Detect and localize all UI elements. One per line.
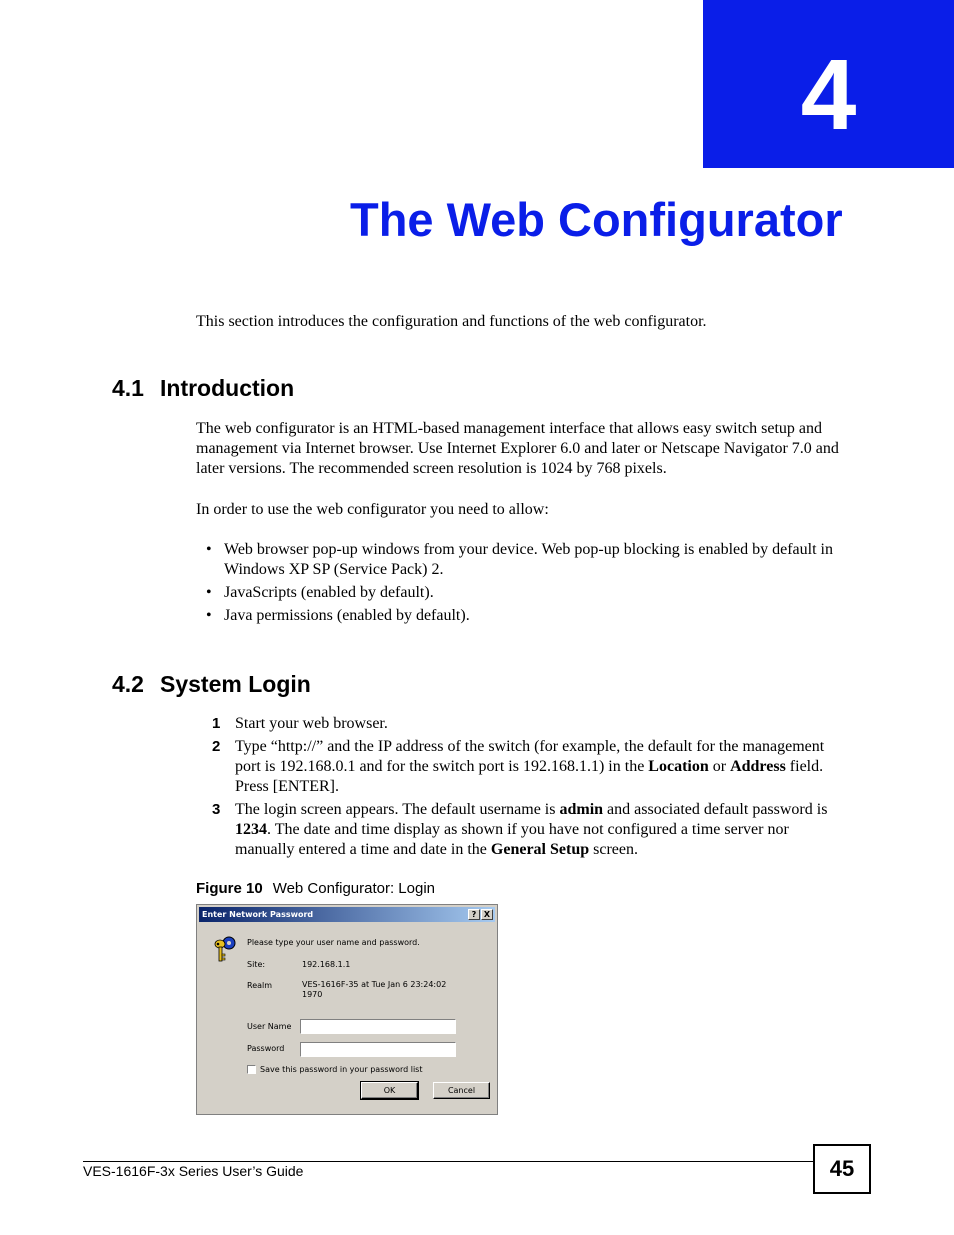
bullet-icon: • <box>206 584 212 601</box>
section-number: 4.2 <box>112 671 144 697</box>
realm-value-year: 1970 <box>302 990 323 999</box>
figure-caption <box>196 879 435 899</box>
step-emphasis: Address <box>730 758 786 775</box>
list-item-text: JavaScripts (enabled by default). <box>224 584 434 601</box>
step-text: and associated default password is <box>603 801 828 818</box>
site-label: Site: <box>247 960 266 969</box>
username-field[interactable] <box>300 1019 456 1034</box>
step-emphasis: 1234 <box>235 821 267 838</box>
list-item-text: Web browser pop-up windows from your device. Web pop-up blocking is enabled by default in Windows XP SP (Service Pack) 2. <box>224 541 833 578</box>
step-text: screen. <box>589 841 638 858</box>
close-button[interactable]: X <box>481 909 493 920</box>
step-emphasis: admin <box>559 801 604 818</box>
list-item <box>196 540 836 580</box>
step-text: or <box>708 758 731 775</box>
step-text: The login screen appears. The default username is <box>235 801 560 818</box>
cancel-button[interactable]: Cancel <box>433 1082 490 1099</box>
section-heading-system-login <box>112 670 311 698</box>
bullet-icon: • <box>206 541 212 558</box>
page-number: 45 <box>813 1144 871 1194</box>
step-emphasis: Location <box>648 758 709 775</box>
bullet-icon: • <box>206 607 212 624</box>
figure-caption-text: Web Configurator: Login <box>272 880 436 897</box>
step-emphasis: General Setup <box>490 841 590 858</box>
step-number: 3 <box>212 801 221 818</box>
save-password-label: Save this password in your password list <box>260 1065 423 1074</box>
ok-button[interactable]: OK <box>361 1082 418 1099</box>
username-label: User Name <box>247 1022 292 1031</box>
requirements-list <box>196 540 836 629</box>
chapter-number: 4 <box>800 39 857 151</box>
realm-label: Realm <box>247 981 273 990</box>
chapter-number-box <box>703 0 954 168</box>
footer-guide-title: VES-1616F-3x Series User’s Guide <box>83 1163 304 1179</box>
prompt-text: Please type your user name and password. <box>247 938 420 947</box>
chapter-title: The Web Configurator <box>350 193 843 246</box>
section-title: Introduction <box>160 375 295 401</box>
step-number: 2 <box>212 738 221 755</box>
realm-value: VES-1616F-35 at Tue Jan 6 23:24:02 <box>302 980 447 989</box>
site-value: 192.168.1.1 <box>302 960 351 969</box>
step-text: Type “http://” and the IP address of the switch (for example, the default for the management port is 192.168.0.1 and for the switch port is 192.168.1.1) in the <box>235 738 825 775</box>
step-item <box>209 800 849 860</box>
dialog-title: Enter Network Password <box>202 910 314 919</box>
step-number: 1 <box>212 715 221 732</box>
section-heading-introduction <box>112 374 294 402</box>
requirements-paragraph: In order to use the web configurator you need to allow: <box>196 501 549 518</box>
dialog-titlebar[interactable] <box>199 907 495 922</box>
list-item <box>196 606 836 626</box>
login-dialog <box>196 904 498 1115</box>
section-title: System Login <box>160 671 311 697</box>
section-number: 4.1 <box>112 375 144 401</box>
list-item-text: Java permissions (enabled by default). <box>224 607 470 624</box>
introduction-paragraph: The web configurator is an HTML-based management interface that allows easy switch setup and management via Internet browser. Use Internet Explorer 6.0 and later or Netscape Navigator 7.0 and later versions. The recommended screen resolution is 1024 by 768 pixels. <box>196 420 839 477</box>
save-password-checkbox[interactable] <box>247 1065 256 1074</box>
help-button[interactable]: ? <box>468 909 480 920</box>
step-text: . The date and time display as shown if you have not configured a time server nor manually entered a time and date in the <box>235 821 789 858</box>
step-item <box>209 714 849 734</box>
intro-paragraph: This section introduces the configuration and functions of the web configurator. <box>196 313 707 330</box>
list-item <box>196 583 836 603</box>
step-item <box>209 737 849 797</box>
figure-label: Figure 10 <box>196 880 263 897</box>
password-field[interactable] <box>300 1042 456 1057</box>
key-icon <box>213 935 241 965</box>
login-steps-list <box>209 714 849 863</box>
step-text: field. Press [ENTER]. <box>235 758 824 795</box>
password-label: Password <box>247 1044 285 1053</box>
step-text: Start your web browser. <box>235 715 388 732</box>
